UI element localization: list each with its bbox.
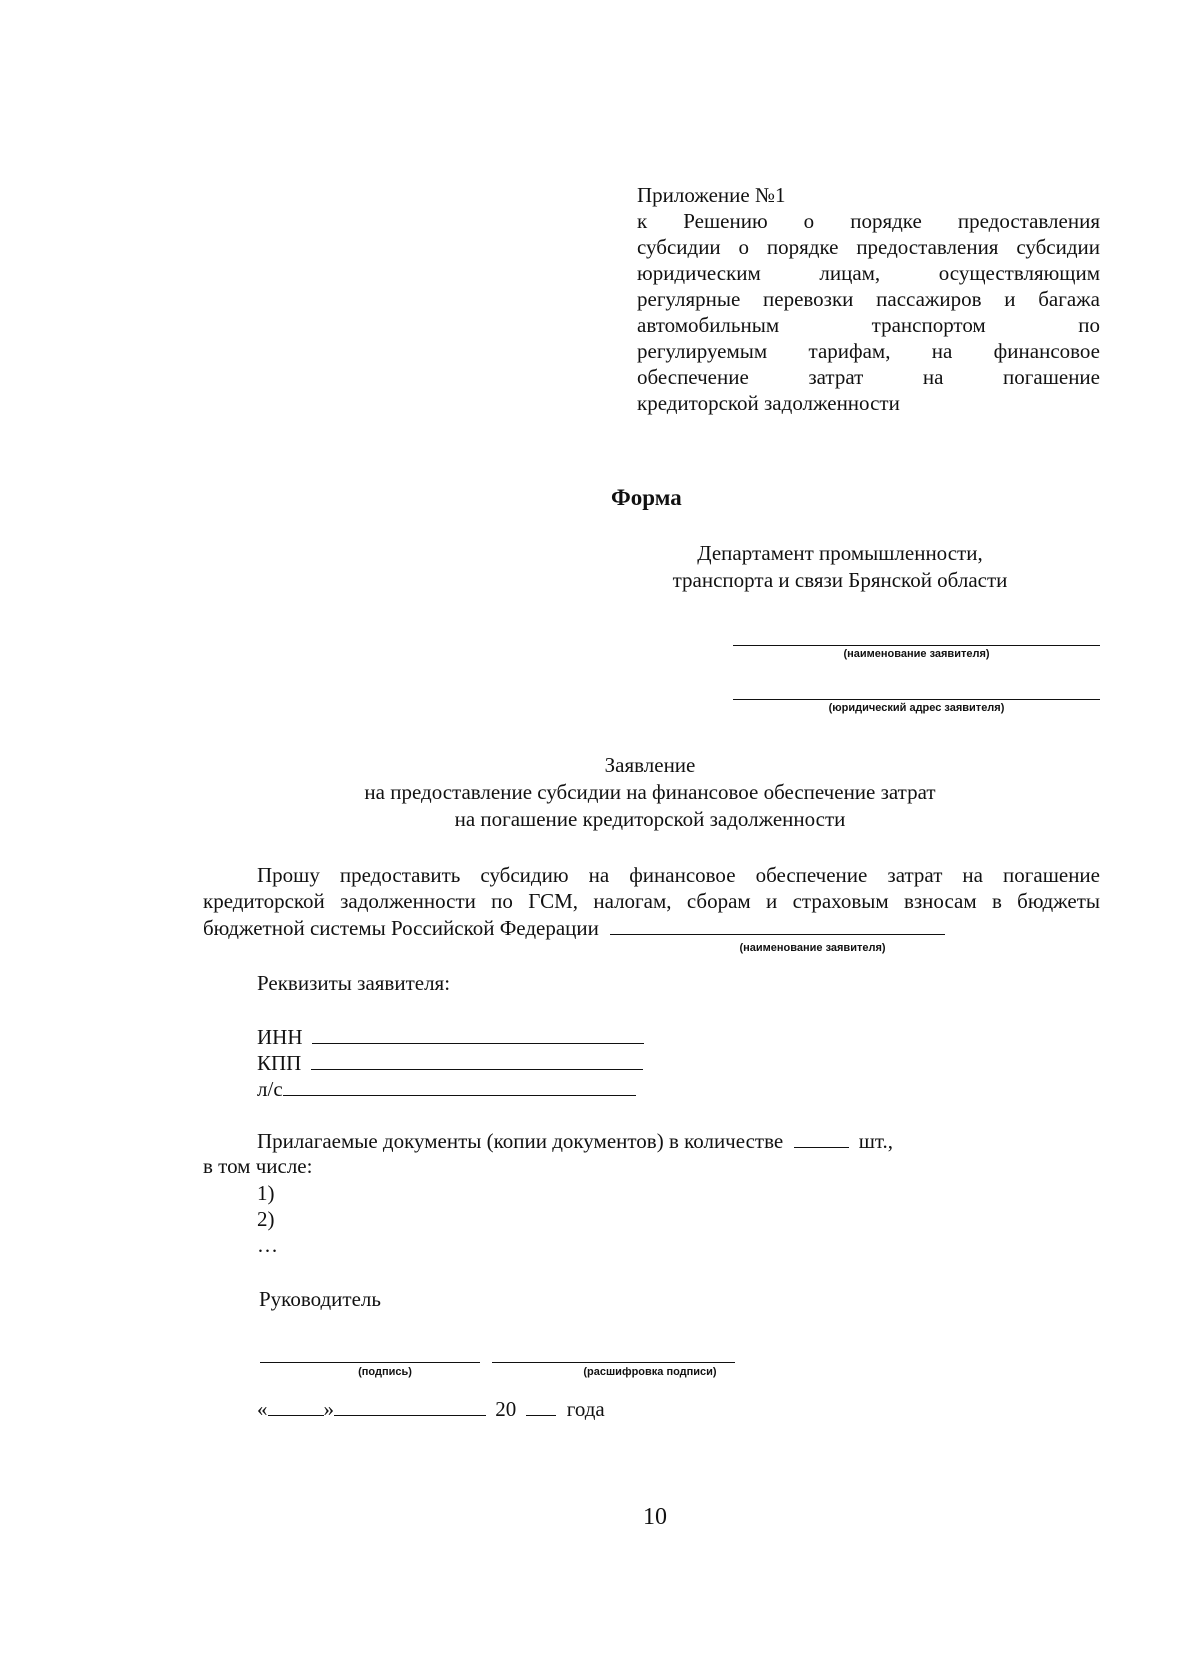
date-year-suffix: года bbox=[566, 1397, 605, 1421]
date-month-field[interactable] bbox=[334, 1395, 486, 1416]
date-year-prefix: 20 bbox=[495, 1397, 517, 1421]
attachments-row bbox=[257, 1127, 893, 1154]
heading-line-1: Заявление bbox=[604, 753, 696, 777]
appendix-line: юридическим лицам, осуществляющим bbox=[637, 261, 1100, 285]
request-line-3-text: бюджетной системы Российской Федерации bbox=[203, 916, 599, 940]
appendix-line: субсидии о порядке предоставления субсидии bbox=[637, 235, 1100, 259]
inn-field[interactable] bbox=[312, 1023, 644, 1044]
appendix-line: регулярные перевозки пассажиров и багажа bbox=[637, 287, 1100, 311]
request-applicant-caption: (наименование заявителя) bbox=[739, 942, 886, 954]
attachments-including: в том числе: bbox=[203, 1154, 313, 1178]
signature-role: Руководитель bbox=[259, 1287, 381, 1311]
request-line-3 bbox=[203, 914, 945, 941]
page-number: 10 bbox=[643, 1504, 667, 1530]
applicant-name-line[interactable] bbox=[733, 645, 1100, 646]
request-line-1: Прошу предоставить субсидию на финансовое обеспечение затрат на погашение bbox=[257, 863, 1100, 887]
requisites-title: Реквизиты заявителя: bbox=[257, 971, 451, 995]
date-quote-open: « bbox=[257, 1397, 268, 1421]
signature-sign-caption: (подпись) bbox=[358, 1366, 412, 1378]
date-row bbox=[257, 1395, 605, 1422]
date-quote-close: » bbox=[323, 1397, 334, 1421]
kpp-field[interactable] bbox=[311, 1049, 643, 1070]
account-field[interactable] bbox=[283, 1075, 636, 1096]
addressee-line-1: Департамент промышленности, bbox=[697, 541, 983, 565]
attachments-unit: шт., bbox=[858, 1129, 893, 1153]
signature-decode-line[interactable] bbox=[492, 1362, 735, 1363]
form-label: Форма bbox=[611, 485, 682, 510]
request-applicant-field[interactable] bbox=[610, 914, 945, 935]
attachment-ellipsis: … bbox=[257, 1233, 278, 1257]
appendix-line: к Решению о порядке предоставления bbox=[637, 209, 1100, 233]
addressee-line-2: транспорта и связи Брянской области bbox=[672, 568, 1008, 592]
request-line-2: кредиторской задолженности по ГСМ, налогам, сборам и страховым взносам в бюджеты bbox=[203, 889, 1100, 913]
applicant-address-line[interactable] bbox=[733, 699, 1100, 700]
appendix-line: обеспечение затрат на погашение bbox=[637, 365, 1100, 389]
signature-sign-line[interactable] bbox=[260, 1362, 480, 1363]
appendix-line: регулируемым тарифам, на финансовое bbox=[637, 339, 1100, 363]
attachments-prefix: Прилагаемые документы (копии документов) в количестве bbox=[257, 1129, 784, 1153]
applicant-name-caption: (наименование заявителя) bbox=[843, 648, 990, 660]
attachment-item-1: 1) bbox=[257, 1181, 275, 1205]
appendix-line: кредиторской задолженности bbox=[637, 391, 900, 415]
signature-decode-caption: (расшифровка подписи) bbox=[583, 1366, 717, 1378]
appendix-line: автомобильным транспортом по bbox=[637, 313, 1100, 337]
account-row bbox=[257, 1075, 636, 1102]
attachment-item-2: 2) bbox=[257, 1207, 275, 1231]
account-label: л/с bbox=[257, 1077, 283, 1101]
attachments-count-field[interactable] bbox=[794, 1127, 849, 1148]
applicant-address-caption: (юридический адрес заявителя) bbox=[828, 702, 1005, 714]
heading-line-2: на предоставление субсидии на финансовое обеспечение затрат bbox=[364, 780, 936, 804]
inn-row bbox=[257, 1023, 644, 1050]
heading-line-3: на погашение кредиторской задолженности bbox=[454, 807, 846, 831]
kpp-row bbox=[257, 1049, 643, 1076]
appendix-text bbox=[637, 208, 1100, 416]
inn-label: ИНН bbox=[257, 1025, 303, 1049]
kpp-label: КПП bbox=[257, 1051, 302, 1075]
date-day-field[interactable] bbox=[268, 1395, 324, 1416]
date-year-field[interactable] bbox=[526, 1395, 556, 1416]
appendix-title: Приложение №1 bbox=[637, 183, 786, 207]
